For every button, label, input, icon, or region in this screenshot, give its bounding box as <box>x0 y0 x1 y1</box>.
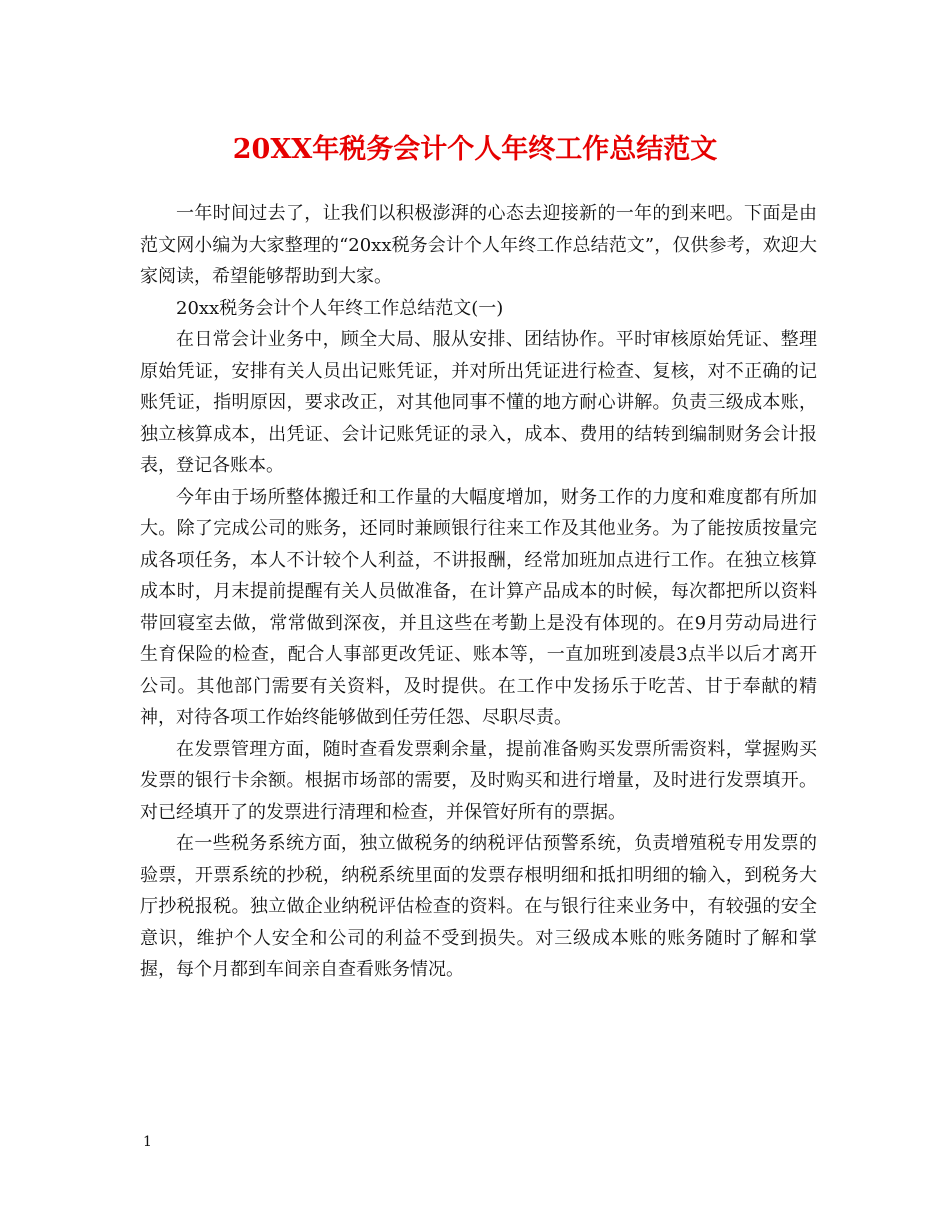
document-title: 20XX年税务会计个人年终工作总结范文 <box>232 134 718 165</box>
page-number: 1 <box>143 1134 152 1150</box>
body-paragraph: 在一些税务系统方面，独立做税务的纳税评估预警系统，负责增殖税专用发票的验票，开票系统的抄税，纳税系统里面的发票存根明细和抵扣明细的输入，到税务大厅抄税报税。独立做企业纳税评估检查的资料。在与银行往来业务中，有较强的安全意识，维护个人安全和公司的利益不受到损失。对三级成本账的账务随时了解和掌握，每个月都到车间亲自查看账务情况。 <box>140 833 817 980</box>
body-paragraph: 今年由于场所整体搬迁和工作量的大幅度增加，财务工作的力度和难度都有所加大。除了完成公司的账务，还同时兼顾银行往来工作及其他业务。为了能按质按量完成各项任务，本人不计较个人利益，不讲报酬，经常加班加点进行工作。在独立核算成本时，月末提前提醒有关人员做准备，在计算产品成本的时候，每次都把所以资料带回寝室去做，常常做到深夜，并且这些在考勤上是没有体现的。在9月劳动局进行生育保险的检查，配合人事部更改凭证、账本等，一直加班到凌晨3点半以后才离开公司。其他部门需要有关资料，及时提供。在工作中发扬乐于吃苦、甘于奉献的精神，对待各项工作始终能够做到任劳任怨、尽职尽责。 <box>140 486 817 728</box>
section-heading: 20xx税务会计个人年终工作总结范文(一) <box>176 297 504 319</box>
body-paragraph: 在发票管理方面，随时查看发票剩余量，提前准备购买发票所需资料，掌握购买发票的银行卡余额。根据市场部的需要，及时购买和进行增量，及时进行发票填开。对已经填开了的发票进行清理和检查，并保管好所有的票据。 <box>140 738 817 823</box>
body-paragraph: 在日常会计业务中，顾全大局、服从安排、团结协作。平时审核原始凭证、整理原始凭证，安排有关人员出记账凭证，并对所出凭证进行检查、复核，对不正确的记账凭证，指明原因，要求改正，对其他同事不懂的地方耐心讲解。负责三级成本账，独立核算成本，出凭证、会计记账凭证的录入，成本、费用的结转到编制财务会计报表，登记各账本。 <box>140 329 817 476</box>
document-body <box>140 198 817 986</box>
intro-paragraph: 一年时间过去了，让我们以积极澎湃的心态去迎接新的一年的到来吧。下面是由范文网小编为大家整理的“20xx税务会计个人年终工作总结范文”，仅供参考，欢迎大家阅读，希望能够帮助到大家。 <box>140 203 817 287</box>
